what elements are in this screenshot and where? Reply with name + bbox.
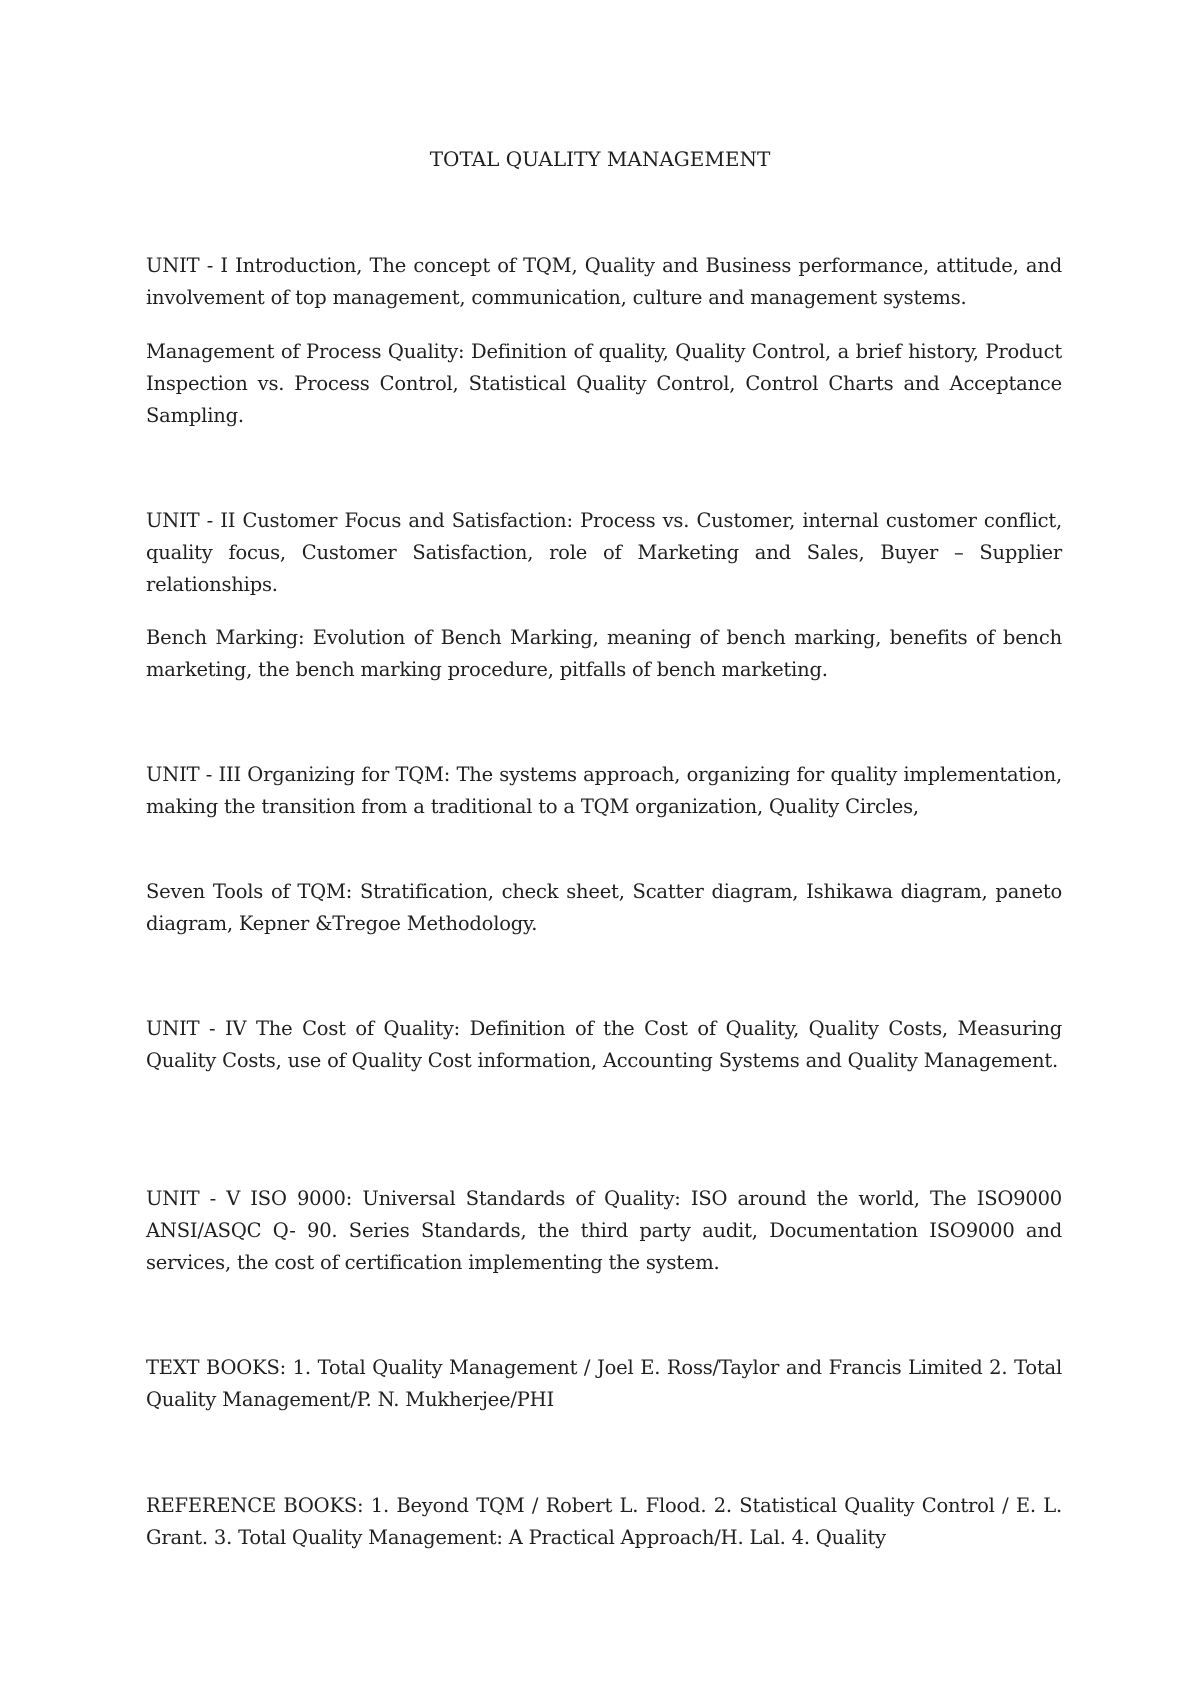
- paragraph-unit-2-customer-focus: UNIT - II Customer Focus and Satisfaction: Process vs. Customer, internal customer conflict, quality focus, Customer Satisfaction, role of Marketing and Sales, Buyer – Supplier relationships.: [146, 509, 1062, 596]
- paragraph-unit-3-organizing: UNIT - III Organizing for TQM: The systems approach, organizing for quality implementation, making the transition from a traditional to a TQM organization, Quality Circles,: [146, 763, 1062, 818]
- paragraph-unit-1-intro: UNIT - I Introduction, The concept of TQM, Quality and Business performance, attitude, and involvement of top management, communication, culture and management systems.: [146, 254, 1062, 309]
- paragraph-text-books: TEXT BOOKS: 1. Total Quality Management / Joel E. Ross/Taylor and Francis Limited 2. Total Quality Management/P. N. Mukherjee/PHI: [146, 1356, 1062, 1411]
- paragraph-bench-marking: Bench Marking: Evolution of Bench Marking, meaning of bench marking, benefits of bench marketing, the bench marking procedure, pitfalls of bench marketing.: [146, 626, 1062, 681]
- paragraph-unit-5-iso-9000: UNIT - V ISO 9000: Universal Standards of Quality: ISO around the world, The ISO9000 ANSI/ASQC Q- 90. Series Standards, the third party audit, Documentation ISO9000 and services, the cost of certification implementing the system.: [146, 1187, 1062, 1274]
- paragraph-seven-tools: Seven Tools of TQM: Stratification, check sheet, Scatter diagram, Ishikawa diagram, paneto diagram, Kepner &Tregoe Methodology.: [146, 880, 1062, 935]
- paragraph-reference-books: REFERENCE BOOKS: 1. Beyond TQM / Robert L. Flood. 2. Statistical Quality Control / E. L. Grant. 3. Total Quality Management: A Practical Approach/H. Lal. 4. Quality: [146, 1494, 1062, 1549]
- paragraph-unit-4-cost-of-quality: UNIT - IV The Cost of Quality: Definition of the Cost of Quality, Quality Costs, Measuring Quality Costs, use of Quality Cost information, Accounting Systems and Quality Management.: [146, 1017, 1062, 1072]
- document-title: TOTAL QUALITY MANAGEMENT: [429, 147, 771, 171]
- paragraph-process-quality: Management of Process Quality: Definition of quality, Quality Control, a brief history, Product Inspection vs. Process Control, Statistical Quality Control, Control Charts and Acceptance Sampling.: [146, 340, 1062, 427]
